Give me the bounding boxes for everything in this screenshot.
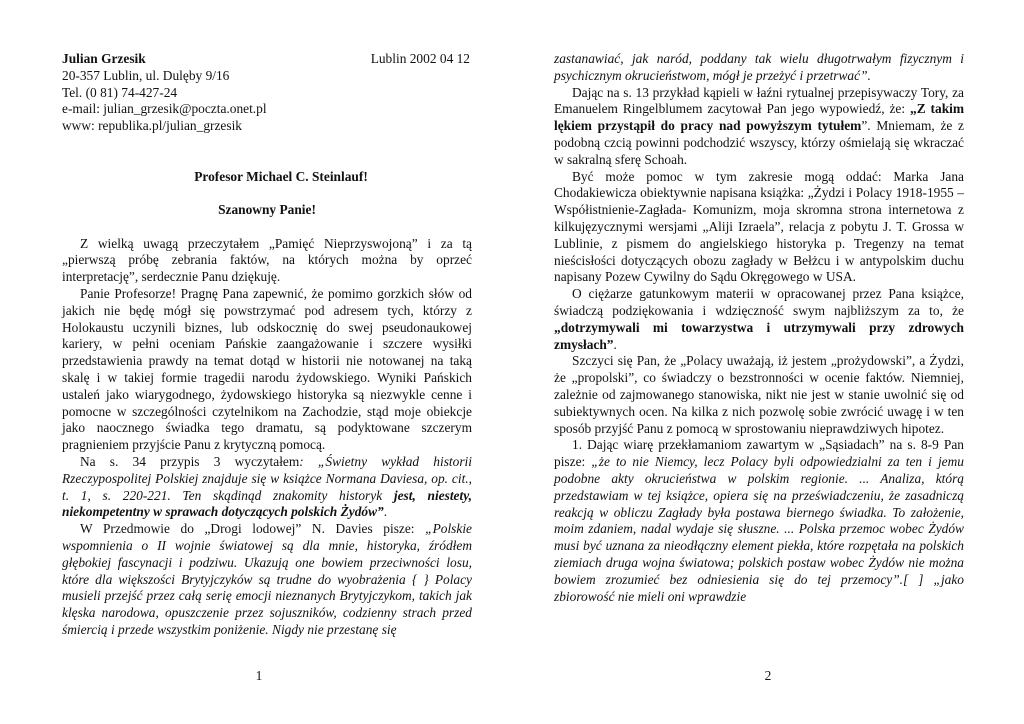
paragraph: Z wielką uwagą przeczytałem „Pamięć Nieprzyswojoną” i za tą „pierwszą próbę zebrania faktów, na których można by oprzeć interpretację”, serdecznie Panu dziękuję. (62, 235, 472, 285)
page-2-text-column (554, 51, 964, 605)
sender-name: Julian Grzesik (62, 51, 146, 66)
sender-block (62, 51, 472, 135)
sender-address: 20-357 Lublin, ul. Dulęby 9/16 (62, 67, 230, 83)
quote-italic: „że to nie Niemcy, lecz Polacy byli odpowiedzialni za ten i jemu podobne akty okrucieństwa w polskim regionie. ... Analiza, którą przedstawiam w tej książce, opiera się na przeświadczeniu, że zasadniczą reakcją w obliczu Zagłady była postawa biernego świadka. To założenie, moim zdaniem, nadal wydaje się słuszne. ... Polska przemoc wobec Żydów musi być uznana za nieodłączny element piekła, które rozpętała na polskich ziemiach druga wojna światowa; polskich postaw wobec Żydów nie można bowiem zrozumieć bez odniesienia się do tej przemocy”.[ ] „jako zbiorowość nie mieli oni wprawdzie (554, 454, 964, 604)
quote-bold: „Z takim lękiem przystąpił do pracy nad powyższym tytułem (554, 101, 965, 134)
text-run: . (383, 504, 388, 520)
letter-date: Lublin 2002 04 12 (370, 51, 470, 66)
page-number: 1 (255, 668, 263, 683)
text-run: Dając na s. 13 przykład kąpieli w łaźni rytualnej przepisywaczy Tory, za Emanuelem Ringelblumem zacytował Pan jego wypowiedź, że: (554, 84, 964, 117)
quote-italic: zastanawiać, jak naród, poddany tak wielu długotrwałym fizycznym i psychicznym okrucieństwom, mógł je przeżyć i przetrwać”. (554, 51, 964, 83)
quote-italic: „Polskie wspomnienia o II wojnie światowej są dla mnie, historyka, źródłem głębokiej fascynacji i podziwu. Ukazują one bowiem przeciwności losu, które dla większości Brytyjczyków są trudne do wyobrażenia { } Polacy musieli przejść przez całą serię emocji nieznanych Brytyjczykom, takich jak klęska narodowa, opuszczenie przez sojuszników, codzienny strach przed śmiercią i przede wszystkim poniżenie. Nigdy nie przestanę się (62, 521, 472, 637)
text-run: . (613, 336, 617, 352)
sender-phone: Tel. (0 81) 74-427-24 (62, 84, 178, 100)
paragraph: Szczyci się Pan, że „Polacy uważają, iż jestem „prożydowski”, a Żydzi, że „propolski”, co świadczy o bezstronności w ocenie faktów. Niemniej, zależnie od zajmowanego stanowiska, nikt nie jest w stanie uwolnić się od subiektywnych ocen. Na kilka z nich pozwolę sobie zwrócić uwagę i w ten sposób przyjść Panu z pomocą w sprostowaniu nieprawdziwych hipotez. (554, 353, 964, 436)
paragraph (62, 521, 472, 639)
text-run: O ciężarze gatunkowym materii w opracowanej przez Pana książce, świadczą podziękowania i wdzięczność swym najbliższym za to, że (554, 286, 964, 318)
recipient-line: Profesor Michael C. Steinlauf! (194, 168, 368, 184)
text-run: ”. Mniemam, że z podobną czcią powinni podchodzić wszyscy, którzy ośmielają się wkraczać w sakralną sferę Schoah. (554, 118, 964, 167)
quote-bold-italic: jest, niestety, niekompetentny w sprawach dotyczących polskich Żydów” (62, 487, 472, 520)
paragraph: Panie Profesorze! Pragnę Pana zapewnić, że pomimo gorzkich słów od jakich nie będę mógł się powstrzymać pod adresem tych, którzy z Holokaustu uczynili biznes, lub odskocznię do swej pseudonaukowej kariery, w pełni oceniam Pańskie zaangażowanie i szczere wysiłki przedstawienia prawdy na temat dotąd w historii nie notowanej na taką skalę i w takiej formie tragedii narodu żydowskiego. Wyniki Pańskich ustaleń jako wiarygodnego, żydowskiego historyka są niezwykle cenne i pomocne w szczególności czytelnikom na Zachodzie, stąd moje obiekcje jako naocznego świadka tego dramatu, są podyktowane szczerym pragnieniem przyjście Panu z krytyczną pomocą. (62, 285, 472, 453)
quote-italic: : „Świetny wykład historii Rzeczypospolitej Polskiej znajduje się w książce Normana Daviesa, op. cit., t. 1, s. 220-221. Ten skądinąd znakomity historyk (62, 453, 472, 503)
text-run: W Przedmowie do „Drogi lodowej” N. Davies pisze: (80, 521, 426, 537)
paragraph (62, 454, 472, 521)
quote-bold: „dotrzymywali mi towarzystwa i utrzymywali przy zdrowych zmysłach” (554, 319, 964, 352)
paragraph (554, 85, 964, 169)
sender-website: www: republika.pl/julian_grzesik (62, 118, 242, 134)
sender-email: e-mail: julian_grzesik@poczta.onet.pl (62, 101, 267, 117)
salutation: Szanowny Panie! (218, 201, 316, 217)
page-1-text-column (62, 51, 472, 639)
text-run: 1. Dając wiarę przekłamaniom zawartym w „Sąsiadach” na s. 8-9 Pan pisze: (554, 437, 964, 470)
page-2 (512, 0, 1024, 724)
page-number: 2 (764, 668, 772, 683)
paragraph (554, 51, 964, 85)
paragraph (554, 437, 964, 605)
paragraph (554, 286, 964, 353)
text-run: Na s. 34 przypis 3 wyczytałem (80, 453, 300, 469)
paragraph: Być może pomoc w tym zakresie mogą oddać: Marka Jana Chodakiewicza obiektywnie napisana książka: „Żydzi i Polacy 1918-1955 – Współistnienie-Zagłada- Komunizm, moja skromna strona internetowa z kilkujęzycznymi wersjami „Aliji Izraela”, relacja z pobytu J. T. Grossa w Lublinie, z pismem do angielskiego historyka p. Tregenzy na temat nieścisłości dotyczących obozu zagłady w Bełżcu i w antypolskim duchu napisany Pozew Cywilny do Sądu Okręgowego w USA. (554, 168, 964, 285)
